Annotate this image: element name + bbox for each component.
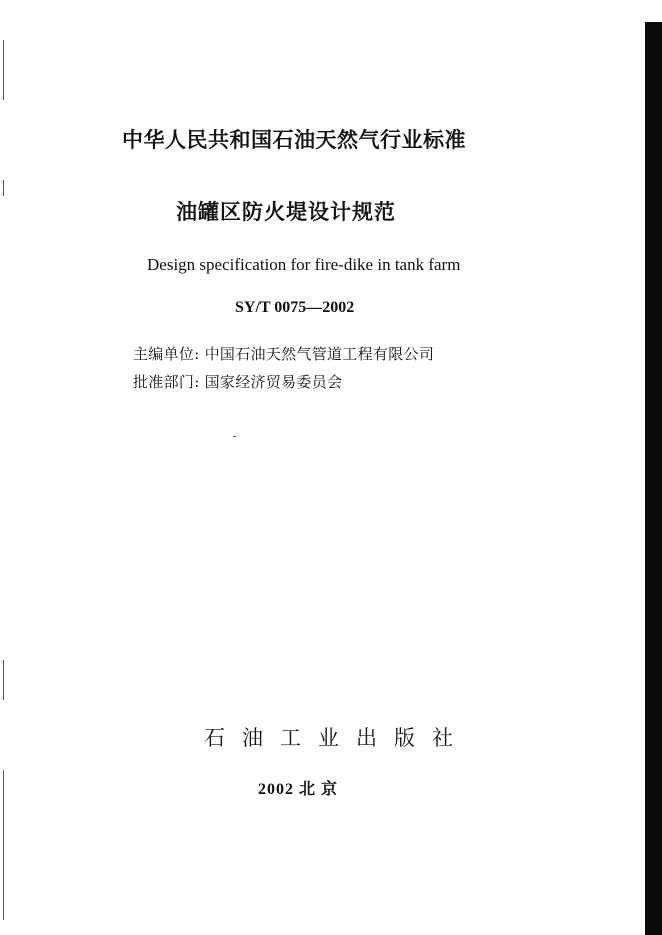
standard-code: SY/T 0075—2002 [235, 299, 355, 316]
publication-line [258, 776, 338, 799]
chief-editor-line [133, 343, 434, 364]
approval-unit: 国家经济贸易委员会 [204, 373, 343, 391]
label-separator: : [194, 373, 205, 391]
publisher-name: 石油工业出版社 [204, 726, 470, 750]
document-title-en: Design specification for fire-dike in tank farm [147, 255, 461, 274]
chief-editor-unit: 中国石油天然气管道工程有限公司 [204, 345, 435, 363]
scan-edge-bar [645, 22, 662, 935]
approval-line [133, 371, 342, 392]
label-separator: : [194, 345, 205, 363]
scan-margin-mark [3, 40, 4, 100]
approval-label: 批准部门 [133, 373, 195, 391]
standard-series-heading: 中华人民共和国石油天然气行业标准 [122, 128, 466, 152]
publication-year: 2002 [258, 781, 294, 798]
scan-speck [233, 436, 236, 437]
scan-margin-mark [3, 660, 4, 700]
scan-margin-mark [3, 770, 4, 920]
document-title-cn: 油罐区防火堤设计规范 [176, 200, 396, 224]
scan-margin-mark [3, 180, 4, 196]
chief-editor-label: 主编单位 [133, 345, 195, 363]
publication-city: 北 京 [299, 781, 339, 798]
